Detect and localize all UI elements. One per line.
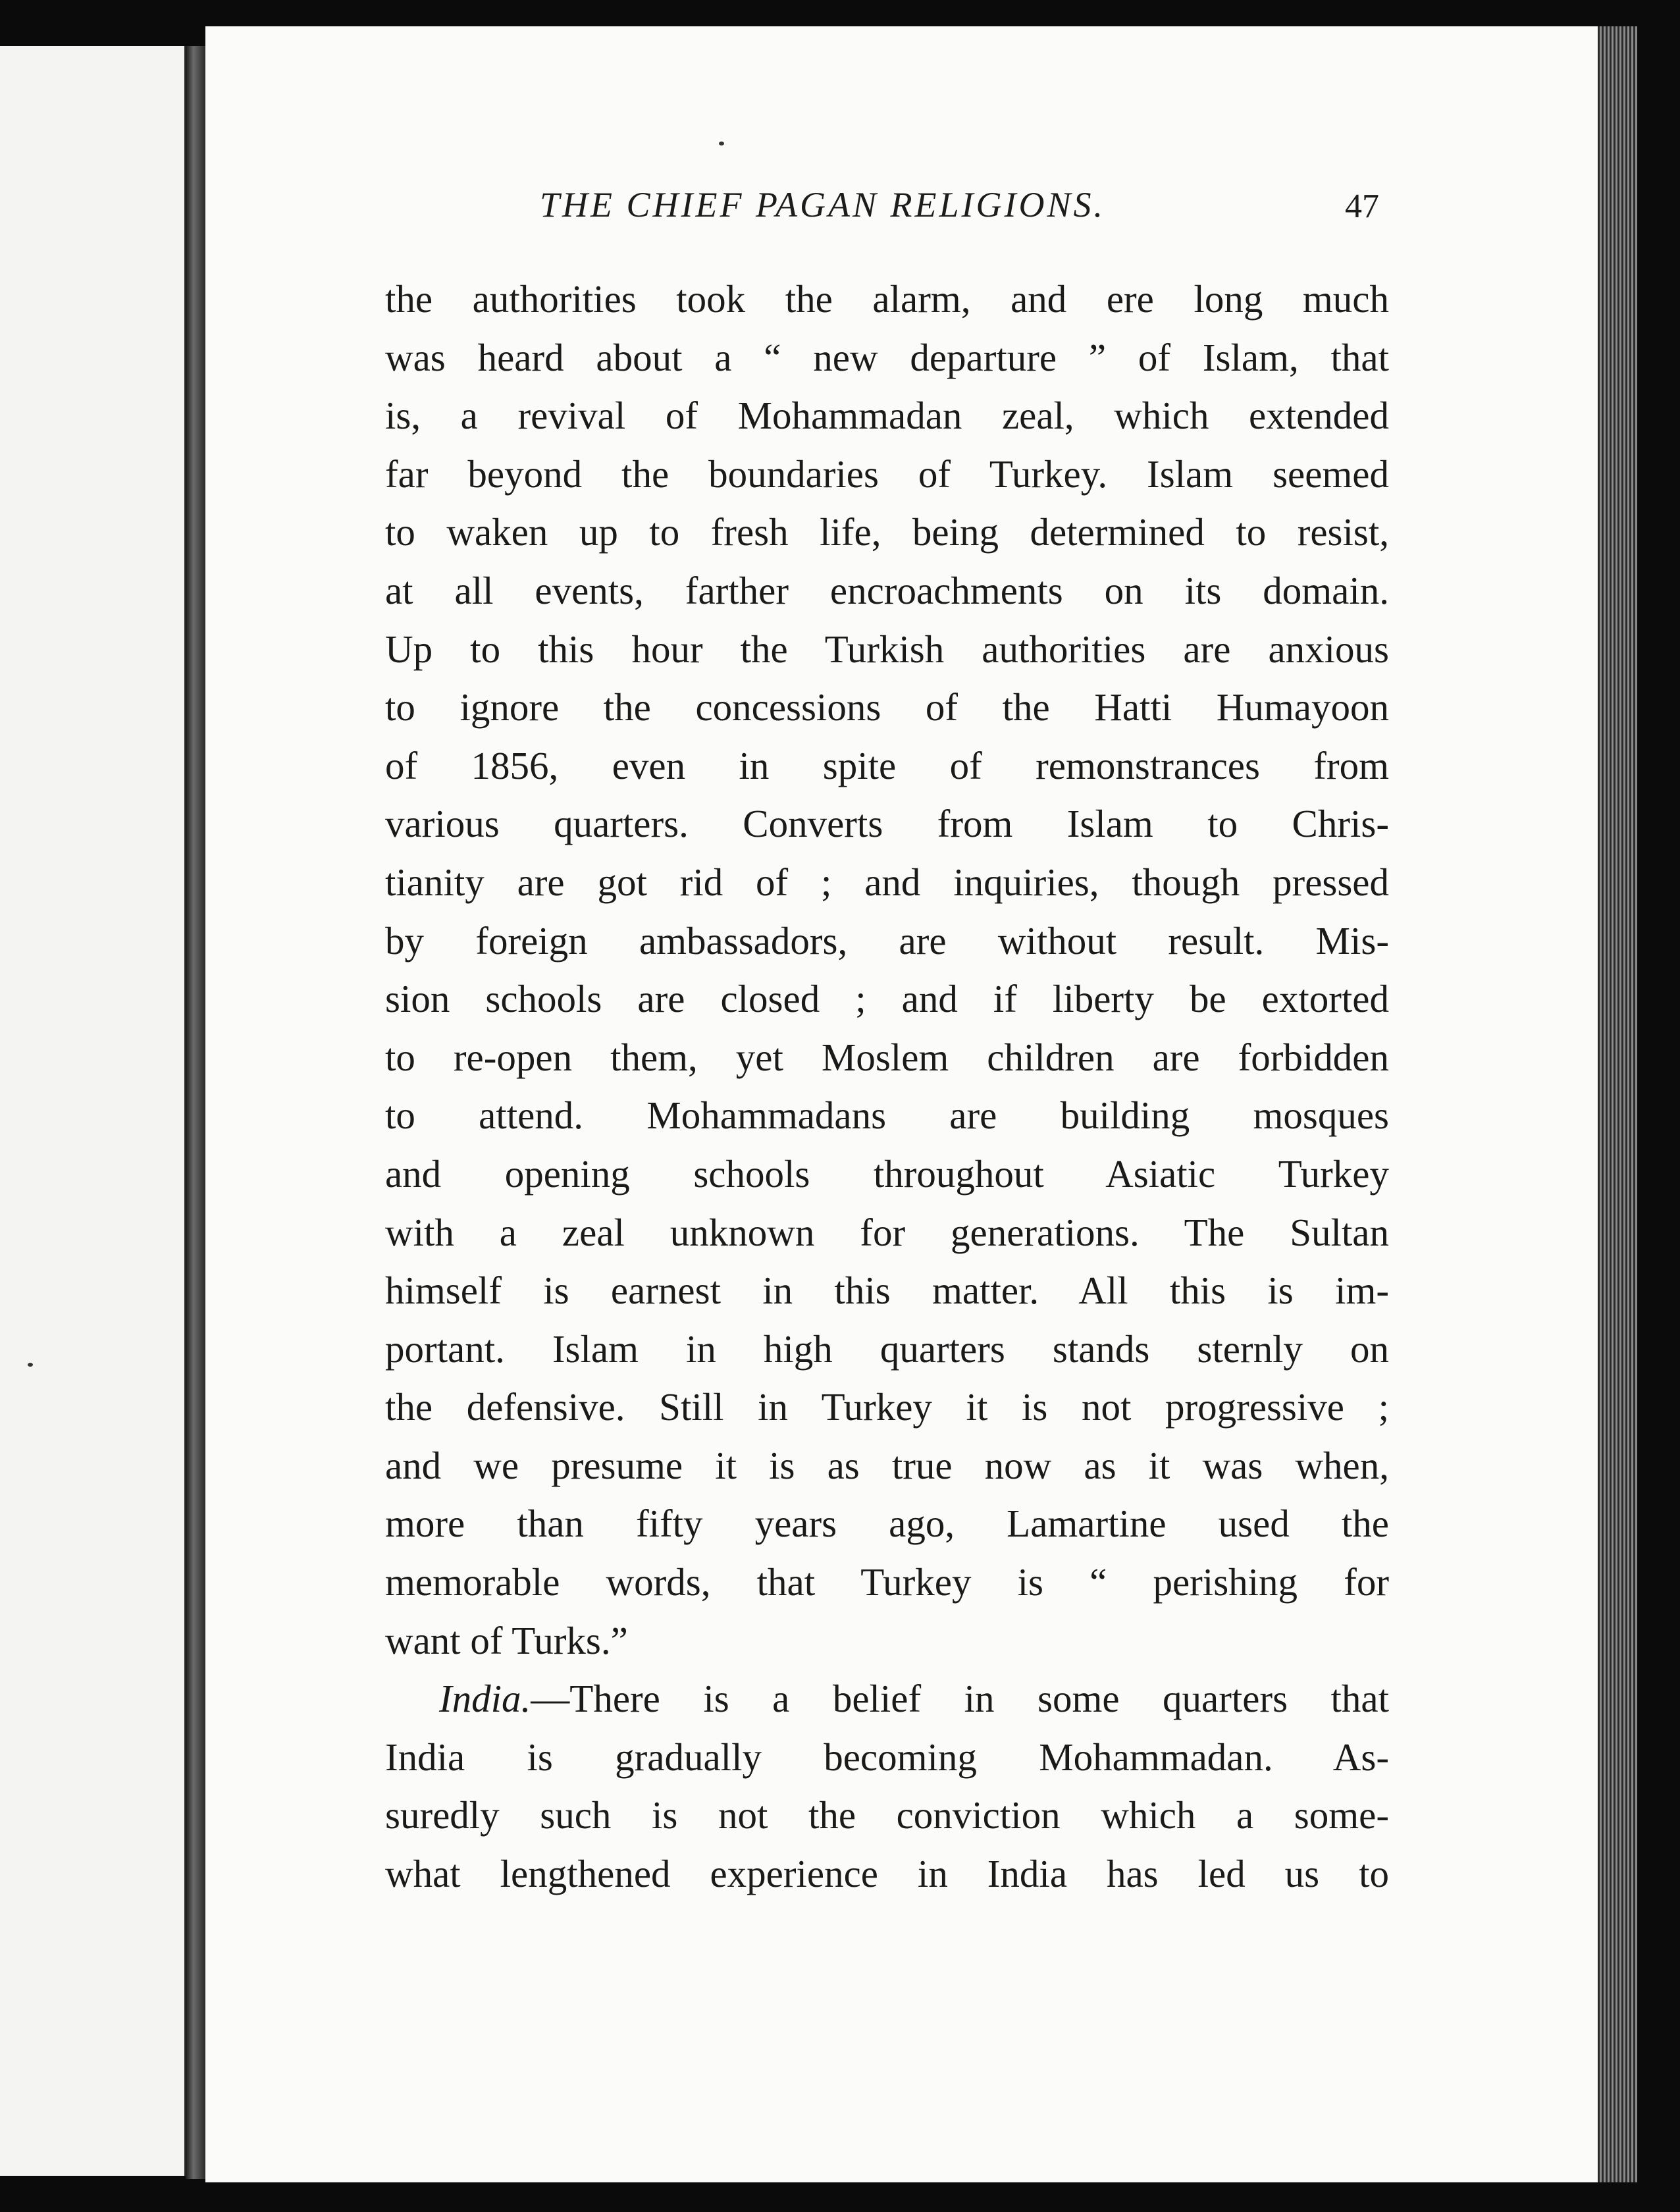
text-line: memorable words, that Turkey is “ perishing for xyxy=(385,1560,1389,1604)
page-number: 47 xyxy=(1345,188,1379,225)
text-line: and opening schools throughout Asiatic Turkey xyxy=(385,1151,1389,1196)
text-line: to attend. Mohammadans are building mosques xyxy=(385,1093,1389,1138)
text-line: with a zeal unknown for generations. The Sultan xyxy=(385,1210,1389,1254)
text-line: suredly such is not the conviction which a some- xyxy=(385,1793,1389,1837)
text-line: Up to this hour the Turkish authorities are anxious xyxy=(385,627,1389,671)
text-line: various quarters. Converts from Islam to Chris- xyxy=(385,802,1389,846)
text-line: was heard about a “ new departure ” of Islam, that xyxy=(385,335,1389,379)
text-line: the authorities took the alarm, and ere long much xyxy=(385,277,1389,321)
page-stack-edge xyxy=(1598,26,1637,2182)
ink-speck xyxy=(719,142,724,145)
text-line: far beyond the boundaries of Turkey. Islam seemed xyxy=(385,452,1389,496)
text-line: want of Turks.” xyxy=(385,1618,628,1662)
text-line: himself is earnest in this matter. All this is im- xyxy=(385,1269,1389,1313)
text-line: the defensive. Still in Turkey it is not progressive ; xyxy=(385,1385,1389,1429)
text-line: to waken up to fresh life, being determined to resist, xyxy=(385,510,1389,554)
text-line: portant. Islam in high quarters stands sternly on xyxy=(385,1327,1389,1371)
text-line: what lengthened experience in India has led us to xyxy=(385,1852,1389,1896)
book-gutter xyxy=(186,46,205,2179)
ink-speck xyxy=(28,1363,33,1367)
text-line: and we presume it is as true now as it was when, xyxy=(385,1443,1389,1487)
section-heading-india: India. xyxy=(439,1677,531,1721)
text-line: India is gradually becoming Mohammadan. As- xyxy=(385,1735,1389,1779)
text-line: to ignore the concessions of the Hatti Humayoon xyxy=(385,685,1389,729)
text-line: of 1856, even in spite of remonstrances from xyxy=(385,743,1389,787)
running-title: THE CHIEF PAGAN RELIGIONS. xyxy=(540,185,1105,224)
text-line: at all events, farther encroachments on its domain. xyxy=(385,568,1389,612)
text-line: to re-open them, yet Moslem children are forbidden xyxy=(385,1035,1389,1079)
text-line: is, a revival of Mohammadan zeal, which extended xyxy=(385,394,1389,438)
text-line: by foreign ambassadors, are without result. Mis- xyxy=(385,918,1389,962)
text-fragment: —There is a belief in some quarters that xyxy=(531,1677,1389,1721)
facing-page-edge xyxy=(0,46,188,2176)
text-line: more than fifty years ago, Lamartine used the xyxy=(385,1502,1389,1546)
text-line: sion schools are closed ; and if liberty be extorted xyxy=(385,977,1389,1021)
text-line: tianity are got rid of ; and inquiries, though pressed xyxy=(385,860,1389,904)
body-text xyxy=(385,270,1389,1903)
section-opening-line xyxy=(385,1670,1389,1728)
page-header xyxy=(540,184,1389,244)
